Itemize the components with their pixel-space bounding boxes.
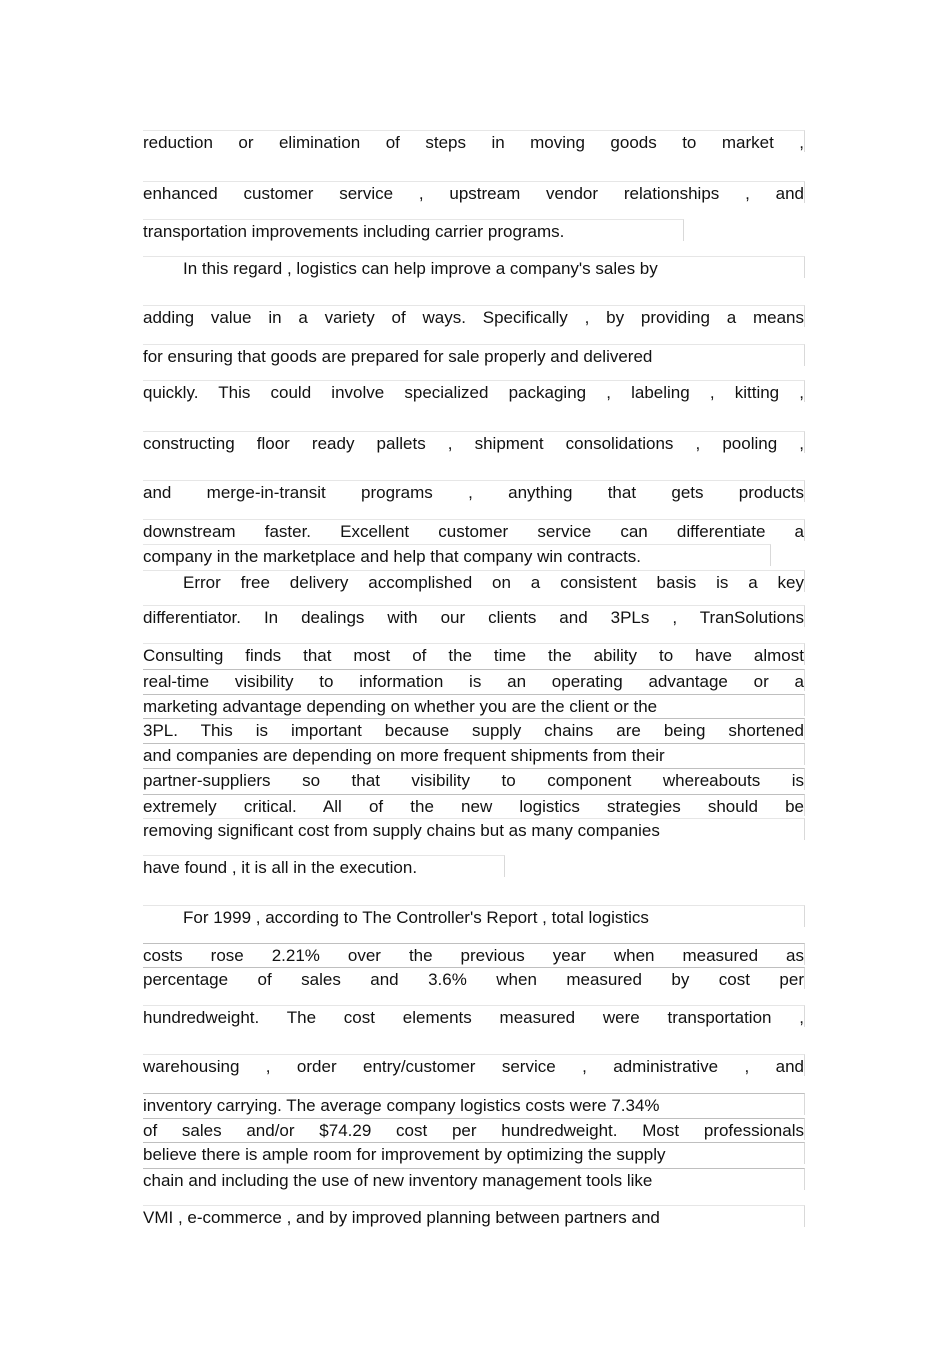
paragraph-start-line: In this regard , logistics can help improve a company's sales by [143, 256, 805, 278]
text-line: have found , it is all in the execution. [143, 855, 505, 877]
text-line: downstream faster. Excellent customer service can differentiate a [143, 519, 805, 541]
text-line: for ensuring that goods are prepared for sale properly and delivered [143, 344, 805, 366]
text-line: and merge-in-transit programs , anything that gets products [143, 480, 805, 502]
text-line: company in the marketplace and help that company win contracts. [143, 544, 771, 566]
text-line: transportation improvements including carrier programs. [143, 219, 684, 241]
text-line: differentiator. In dealings with our clients and 3PLs , TranSolutions [143, 605, 805, 627]
text-line: removing significant cost from supply chains but as many companies [143, 818, 805, 840]
text-line: reduction or elimination of steps in moving goods to market , [143, 130, 805, 152]
text-line: and companies are depending on more frequent shipments from their [143, 743, 805, 765]
paragraph-start-line: For 1999 , according to The Controller's Report , total logistics [143, 905, 805, 927]
text-line: inventory carrying. The average company logistics costs were 7.34% [143, 1093, 805, 1115]
text-line: Consulting finds that most of the time the ability to have almost [143, 643, 805, 665]
paragraph-start-line: Error free delivery accomplished on a consistent basis is a key [143, 570, 805, 592]
text-line: warehousing , order entry/customer service , administrative , and [143, 1054, 805, 1076]
text-line: hundredweight. The cost elements measured were transportation , [143, 1005, 805, 1027]
text-line: VMI , e-commerce , and by improved planning between partners and [143, 1205, 805, 1227]
text-line: chain and including the use of new inventory management tools like [143, 1168, 805, 1190]
text-line: constructing floor ready pallets , shipment consolidations , pooling , [143, 431, 805, 453]
text-line: believe there is ample room for improvement by optimizing the supply [143, 1142, 805, 1164]
text-line: quickly. This could involve specialized packaging , labeling , kitting , [143, 380, 805, 402]
text-line: 3PL. This is important because supply chains are being shortened [143, 718, 805, 740]
text-line: enhanced customer service , upstream vendor relationships , and [143, 181, 805, 203]
text-line: costs rose 2.21% over the previous year when measured as [143, 943, 805, 965]
text-line: adding value in a variety of ways. Specifically , by providing a means [143, 305, 805, 327]
text-line: real-time visibility to information is an operating advantage or a [143, 669, 805, 691]
text-line: extremely critical. All of the new logistics strategies should be [143, 794, 805, 816]
text-line: percentage of sales and 3.6% when measured by cost per [143, 967, 805, 989]
text-line: partner-suppliers so that visibility to component whereabouts is [143, 768, 805, 790]
text-line: marketing advantage depending on whether you are the client or the [143, 694, 805, 716]
text-line: of sales and/or $74.29 cost per hundredweight. Most professionals [143, 1118, 805, 1140]
